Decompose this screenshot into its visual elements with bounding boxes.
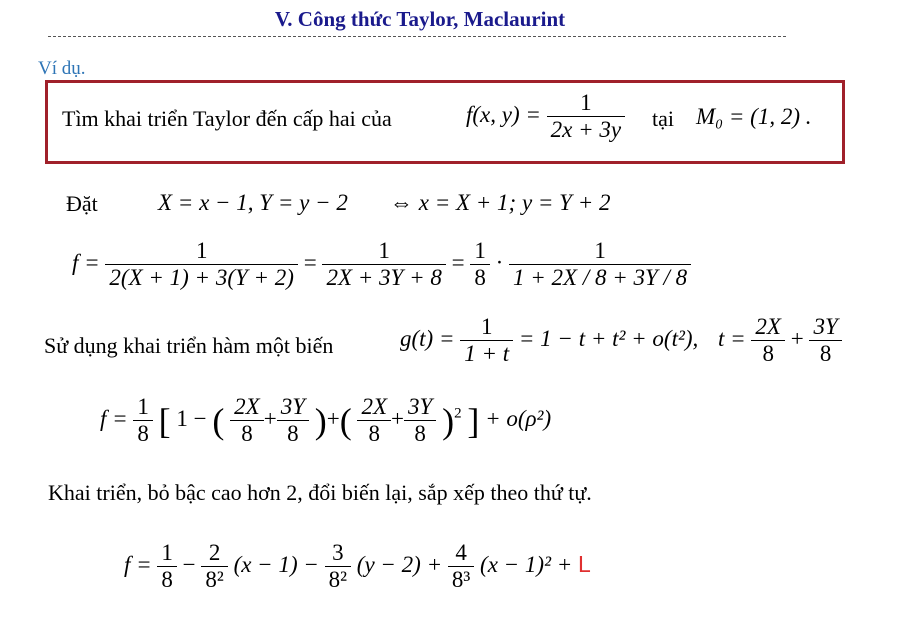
problem-text: Tìm khai triển Taylor đến cấp hai của bbox=[62, 106, 392, 131]
result-den3: 8² bbox=[328, 567, 348, 593]
step4-b2-num: 3Y bbox=[404, 394, 436, 421]
step3-text: Sử dụng khai triển hàm một biến bbox=[44, 333, 334, 358]
result-lhs: f = bbox=[124, 552, 152, 578]
result-num2: 2 bbox=[201, 540, 227, 567]
result-frac2 bbox=[201, 540, 227, 594]
result-term4: (x − 1)² + bbox=[480, 552, 573, 578]
step2-dot: · bbox=[495, 250, 504, 276]
step4-den: 8 bbox=[137, 421, 149, 447]
t-num1: 2X bbox=[751, 314, 785, 341]
result-minus1: − bbox=[182, 552, 196, 578]
step4-tail: + o(ρ²) bbox=[485, 406, 552, 432]
step4-a1 bbox=[230, 394, 264, 448]
step4-a2-num: 2X bbox=[357, 394, 391, 421]
result-frac3 bbox=[325, 540, 351, 594]
left-bracket: [ bbox=[158, 400, 171, 441]
step4-b2-den: 8 bbox=[414, 421, 426, 447]
step2-frac4 bbox=[509, 238, 691, 292]
square-exponent: 2 bbox=[454, 405, 462, 422]
func-fraction bbox=[547, 90, 625, 144]
step2-num4: 1 bbox=[509, 238, 691, 265]
g-den: 1 + t bbox=[464, 341, 510, 367]
step4-frac bbox=[133, 394, 153, 448]
step2-den1: 2(X + 1) + 3(Y + 2) bbox=[109, 265, 294, 291]
result-num4: 4 bbox=[448, 540, 474, 567]
result-frac4 bbox=[448, 540, 474, 594]
step4-b1-num: 3Y bbox=[277, 394, 309, 421]
page-title: V. Công thức Taylor, Maclaurint bbox=[274, 7, 566, 31]
func-num: 1 bbox=[547, 90, 625, 117]
step2-num2: 1 bbox=[322, 238, 445, 265]
step2-den2: 2X + 3Y + 8 bbox=[326, 265, 442, 291]
g-fraction bbox=[460, 314, 513, 368]
t-lhs: t = bbox=[718, 326, 746, 352]
step2-lhs: f = bbox=[72, 250, 100, 276]
result-frac1 bbox=[157, 540, 177, 594]
title-divider bbox=[48, 36, 786, 37]
example-label: Ví dụ. bbox=[38, 58, 86, 79]
result-den2: 8² bbox=[205, 567, 224, 593]
step2-num3: 1 bbox=[470, 238, 490, 265]
step2-num1: 1 bbox=[105, 238, 298, 265]
step4-a1-num: 2X bbox=[230, 394, 264, 421]
paren-open-2: ( bbox=[339, 400, 352, 441]
step4-b2 bbox=[404, 394, 436, 448]
step4-a2-den: 8 bbox=[368, 421, 381, 447]
step2-den3: 8 bbox=[474, 265, 486, 291]
paren-open-1: ( bbox=[212, 400, 225, 441]
t-plus: + bbox=[790, 326, 804, 352]
step4-b1-den: 8 bbox=[287, 421, 299, 447]
t-den1: 8 bbox=[762, 341, 774, 367]
step2-eq3: = bbox=[451, 250, 465, 276]
paren-close-2: ) bbox=[442, 400, 455, 441]
point-m0: M₀ = (1, 2) . bbox=[696, 104, 812, 129]
right-bracket: ] bbox=[467, 400, 480, 441]
step2-formula bbox=[72, 238, 691, 292]
step4-b1 bbox=[277, 394, 309, 448]
step2-den4: 1 + 2X / 8 + 3Y / 8 bbox=[513, 265, 688, 291]
step2-frac1 bbox=[105, 238, 298, 292]
t-den2: 8 bbox=[819, 341, 832, 367]
step2-frac3 bbox=[470, 238, 490, 292]
result-den1: 8 bbox=[161, 567, 173, 593]
g-lhs: g(t) = bbox=[400, 326, 455, 352]
step5-text: Khai triển, bỏ bậc cao hơn 2, đổi biến lại, sắp xếp theo thứ tự. bbox=[48, 480, 592, 505]
one-minus: 1 − bbox=[176, 406, 207, 432]
result-num3: 3 bbox=[325, 540, 351, 567]
step1-substitution: X = x − 1, Y = y − 2 bbox=[158, 190, 348, 215]
step4-formula: f = $\frac{1}{8}$ [ 1 − ( $\frac{2X}{8}$ + $\frac{3Y}{8}$ )+( $\frac{2X}{8}$ + $\frac{3Y}{8}$ )$^2$ ] + o(ρ²) bbox=[100, 394, 552, 447]
result-ellipsis: L bbox=[578, 551, 591, 578]
paren-close-1: ) bbox=[314, 400, 327, 441]
result-term3: (y − 2) + bbox=[356, 552, 443, 578]
t-num2: 3Y bbox=[809, 314, 841, 341]
step4-num: 1 bbox=[133, 394, 153, 421]
at-label: tại bbox=[652, 106, 674, 131]
result-term2: (x − 1) − bbox=[233, 552, 319, 578]
t-frac1 bbox=[751, 314, 785, 368]
step4-lhs: f = bbox=[100, 406, 128, 432]
step3-t-formula bbox=[718, 314, 842, 368]
step2-eq2: = bbox=[303, 250, 317, 276]
g-num: 1 bbox=[460, 314, 513, 341]
step1-equivalence: ⇔ x = X + 1; y = Y + 2 bbox=[390, 190, 611, 215]
step3-g-formula bbox=[400, 314, 698, 368]
g-series: = 1 − t + t² + o(t²), bbox=[518, 326, 699, 352]
step4-a2 bbox=[357, 394, 391, 448]
problem-function bbox=[466, 90, 625, 144]
result-formula bbox=[124, 540, 591, 594]
func-den: 2x + 3y bbox=[550, 117, 622, 143]
result-den4: 8³ bbox=[451, 567, 471, 593]
t-frac2 bbox=[809, 314, 841, 368]
result-num1: 1 bbox=[157, 540, 177, 567]
func-lhs: f(x, y) = bbox=[466, 102, 541, 128]
step4-a1-den: 8 bbox=[241, 421, 253, 447]
step2-frac2 bbox=[322, 238, 445, 292]
step1-label: Đặt bbox=[66, 191, 98, 216]
